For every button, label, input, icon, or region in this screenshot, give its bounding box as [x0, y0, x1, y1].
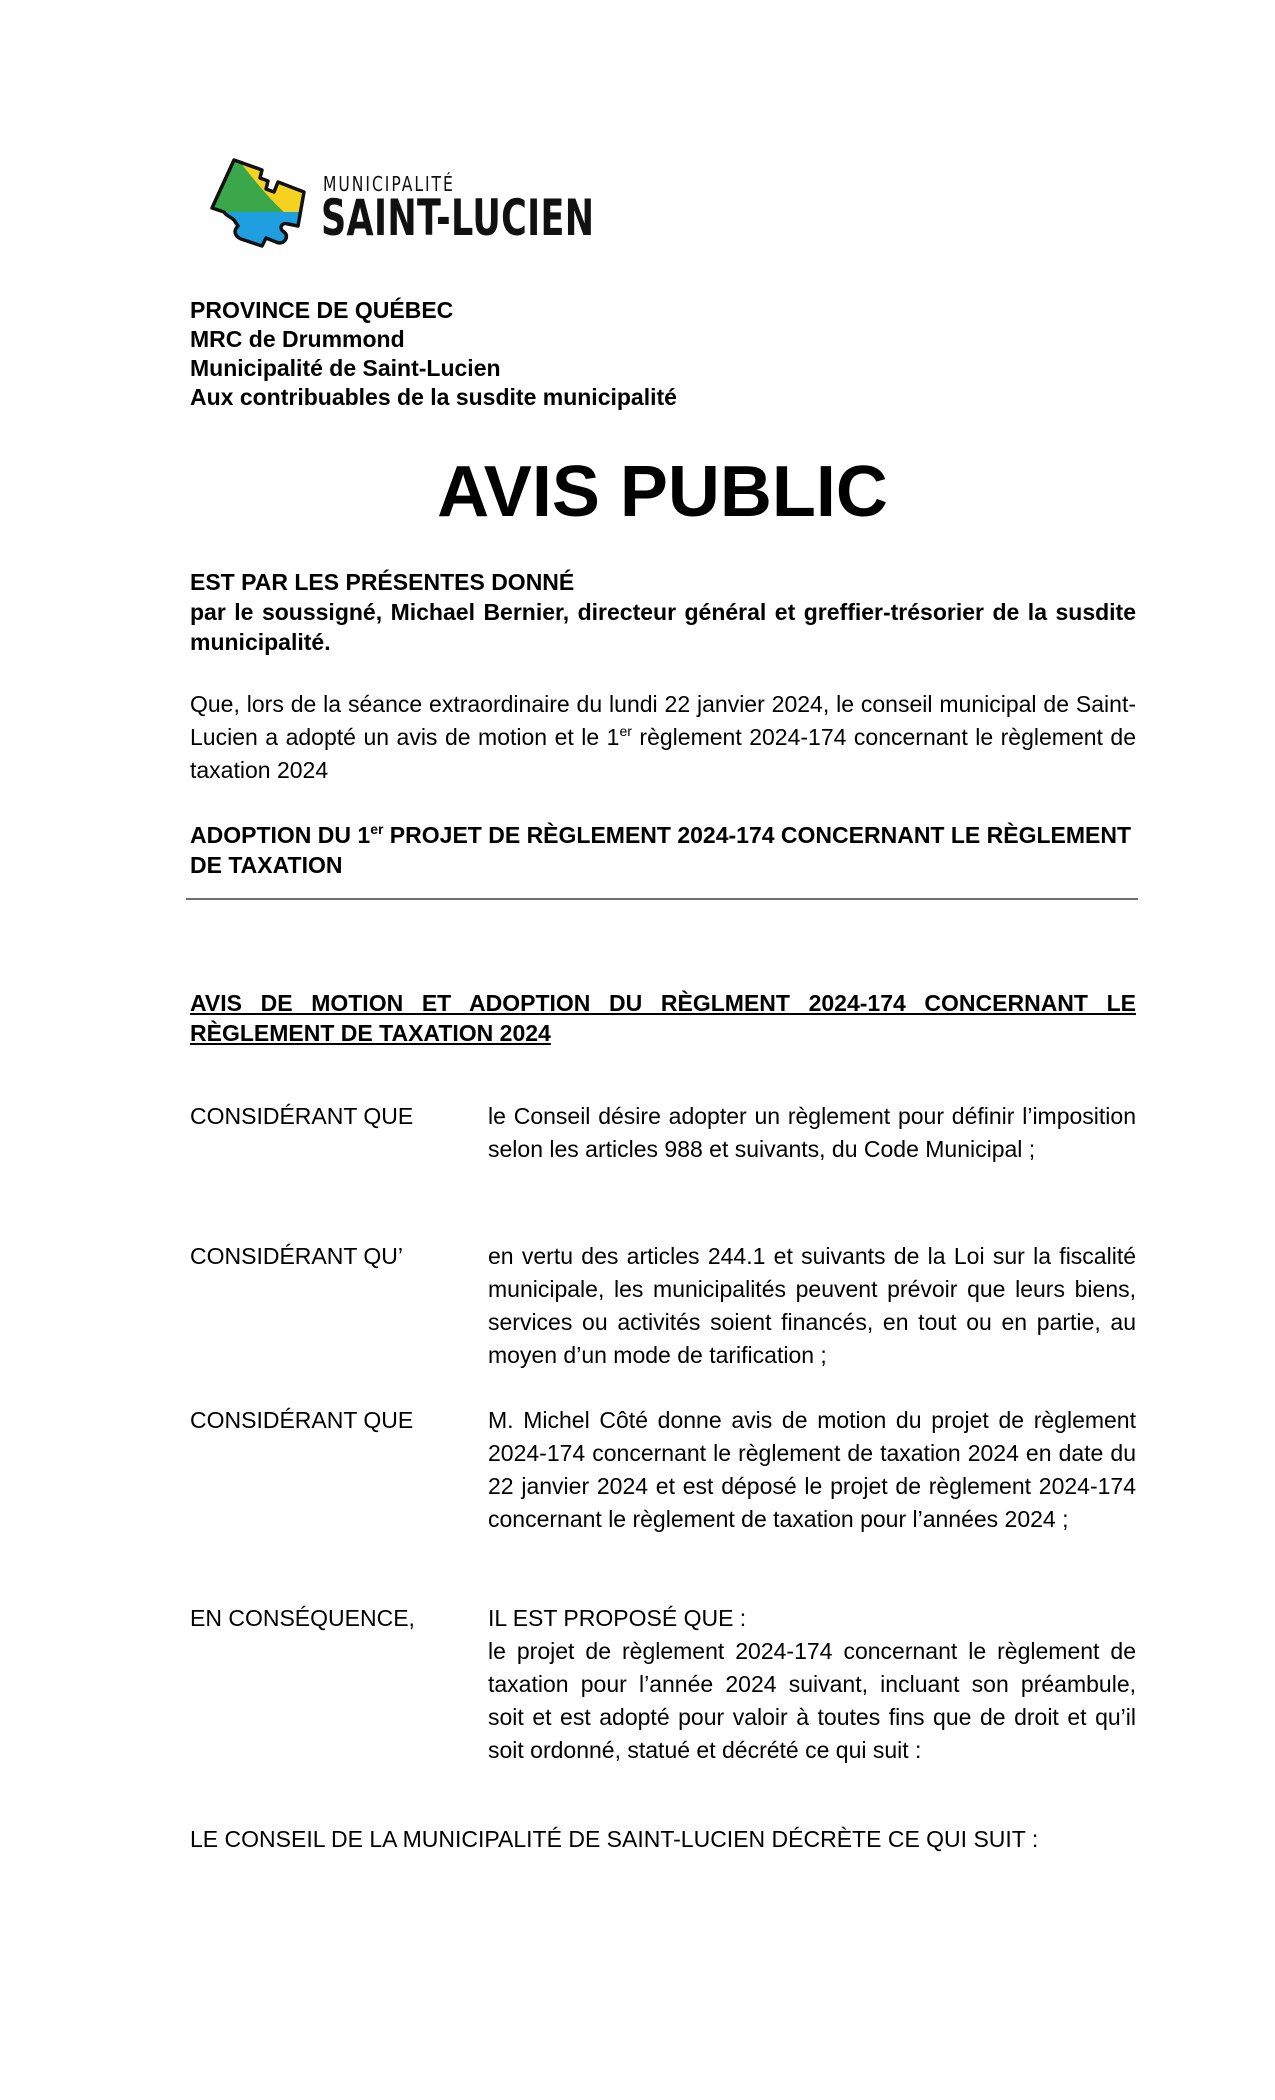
motion-heading: AVIS DE MOTION ET ADOPTION DU RÈGLMENT 2024-174 CONCERNANT LE RÈGLEMENT DE TAXATION 2024 — [190, 990, 1136, 1046]
header-province: PROVINCE DE QUÉBEC — [190, 297, 454, 323]
paragraph-text-a: Que, lors de la séance extraordinaire du lundi 22 janvier 2024, le conseil municipal de Saint-Lucien a adopté un avis de motion et le 1 — [190, 691, 1136, 750]
clause-text: le projet de règlement 2024-174 concernant le règlement de taxation pour l’année 2024 suivant, incluant son préambule, soit et est adopté pour valoir à toutes fins que de droit et qu’il soit ordonné, statué et décrété ce qui suit : — [488, 1638, 1136, 1763]
page-title: AVIS PUBLIC — [437, 452, 888, 532]
adoption-heading — [190, 820, 1136, 880]
clause-text: en vertu des articles 244.1 et suivants de la Loi sur la fiscalité municipale, les municipalités peuvent prévoir que leurs biens, services ou activités soient financés, en tout ou en partie, au moyen d’un mode de tarification ; — [488, 1243, 1136, 1368]
intro-block — [190, 567, 1136, 657]
header-mrc: MRC de Drummond — [190, 326, 405, 352]
logo-saint-lucien-text: SAINT-LUCIEN — [321, 189, 595, 247]
clause-proposal-line: IL EST PROPOSÉ QUE : — [488, 1605, 747, 1631]
clause-label: CONSIDÉRANT QUE — [190, 1103, 414, 1129]
address-header — [190, 296, 677, 412]
intro-signatory: par le soussigné, Michael Bernier, directeur général et greffier-trésorier de la susdite municipalité. — [190, 599, 1136, 655]
intro-heading: EST PAR LES PRÉSENTES DONNÉ — [190, 569, 575, 595]
closing-statement: LE CONSEIL DE LA MUNICIPALITÉ DE SAINT-LUCIEN DÉCRÈTE CE QUI SUIT : — [190, 1826, 1039, 1852]
clause-text: le Conseil désire adopter un règlement pour définir l’imposition selon les articles 988 et suivants, du Code Municipal ; — [488, 1103, 1136, 1162]
paragraph-text-b: règlement 2024-174 concernant le règlement de taxation 2024 — [190, 724, 1137, 783]
adoption-superscript: er — [370, 821, 384, 837]
paragraph-superscript: er — [619, 723, 632, 739]
logo-municipalite-text: MUNICIPALITÉ — [323, 172, 455, 196]
clause-text: M. Michel Côté donne avis de motion du projet de règlement 2024-174 concernant le règlement de taxation 2024 en date du 22 janvier 2024 et est déposé le projet de règlement 2024-174 concernant le règlement de taxation pour l’années 2024 ; — [488, 1407, 1136, 1532]
clause-text-block — [488, 1602, 1136, 1767]
header-recipients: Aux contribuables de la susdite municipalité — [190, 384, 677, 410]
horizontal-divider — [186, 898, 1138, 900]
header-municipality: Municipalité de Saint-Lucien — [190, 355, 501, 381]
clause-label: CONSIDÉRANT QU’ — [190, 1243, 403, 1269]
municipality-logo — [204, 154, 595, 254]
adoption-text-a: ADOPTION DU 1 — [190, 822, 371, 848]
clause-label: CONSIDÉRANT QUE — [190, 1407, 414, 1433]
meeting-paragraph — [190, 688, 1136, 787]
puzzle-piece-logo-icon — [204, 154, 308, 250]
clause-label: EN CONSÉQUENCE, — [190, 1605, 415, 1631]
adoption-text-b: PROJET DE RÈGLEMENT 2024-174 CONCERNANT LE RÈGLEMENT DE TAXATION — [190, 822, 1132, 878]
